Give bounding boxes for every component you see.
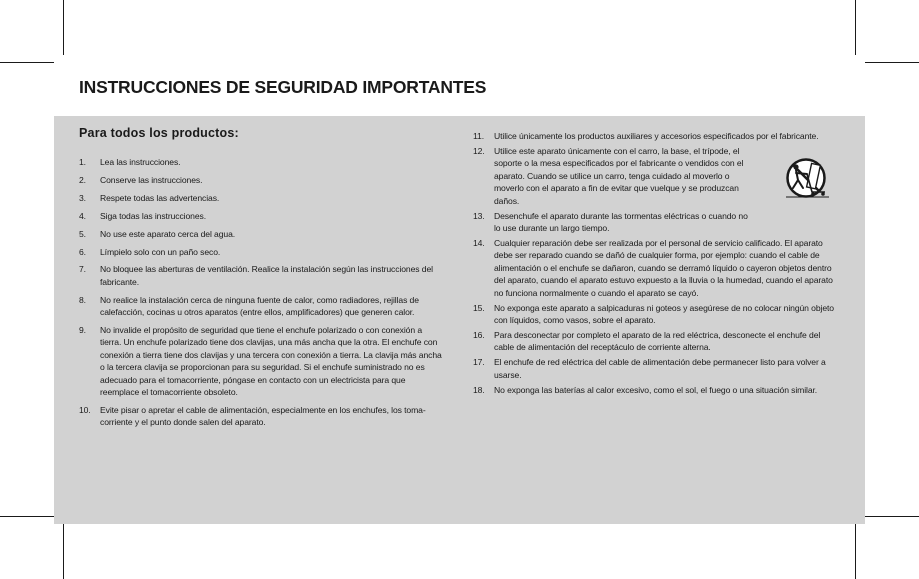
item-number: 8. (79, 294, 86, 305)
list-item (79, 174, 443, 186)
list-item (473, 237, 835, 299)
item-number: 15. (473, 302, 485, 313)
item-text: Límpielo solo con un paño seco. (100, 246, 221, 257)
item-text: Conserve las instrucciones. (100, 174, 203, 185)
item-number: 3. (79, 192, 86, 203)
crop-mark (0, 516, 54, 517)
crop-mark (63, 524, 64, 579)
item-number: 4. (79, 210, 86, 221)
item-number: 1. (79, 157, 86, 167)
list-item (473, 356, 835, 381)
item-number: 17. (473, 357, 485, 368)
instruction-list-left (79, 156, 443, 434)
list-item (79, 246, 443, 258)
item-text: Cualquier reparación debe ser realizada por el personal de servicio calificado. El aparato debe ser reparado cuando se dañó de cualquier forma, por ejemplo: cuando el cable de alimentación o el enchufe se dañaron, cuando se derramó líquido o cayeron objetos dentro del aparato, cuando el aparato estuvo expuesto a la lluvia o la humedad, cuando el aparato no funciona normalmente o cuando el aparato se cayó. (494, 238, 833, 298)
list-item (473, 384, 835, 396)
list-item (79, 192, 443, 204)
item-text: Lea las instrucciones. (100, 157, 181, 167)
item-number: 6. (79, 246, 86, 257)
item-text: No bloquee las aberturas de ventilación. Realice la instalación según las instrucciones del fabricante. (100, 264, 433, 287)
item-number: 9. (79, 325, 86, 336)
page-title: INSTRUCCIONES DE SEGURIDAD IMPORTANTES (79, 77, 487, 97)
item-number: 14. (473, 238, 485, 249)
item-text: Siga todas las instrucciones. (100, 210, 207, 221)
item-text: Para desconectar por completo el aparato de la red eléctrica, desconecte el enchufe del cable de alimentación del receptáculo de corriente alterna. (494, 330, 821, 353)
list-item (79, 210, 443, 222)
list-item (79, 294, 443, 319)
item-number: 18. (473, 384, 485, 395)
no-cart-tipping-icon (781, 152, 831, 214)
list-item (473, 329, 835, 354)
subheading: Para todos los productos: (79, 126, 239, 140)
item-text: Utilice este aparato únicamente con el carro, la base, el trípode, el soporte o la mesa especificados por el fabricante o vendidos con el aparato. Cuando se utilice un carro, tenga cuidado al moverlo o moverlo con el aparato a fin de evitar que vuelque y se produzcan daños. (494, 146, 744, 206)
item-number: 5. (79, 228, 86, 239)
list-item (79, 324, 443, 398)
item-text: No invalide el propósito de seguridad que tiene el enchufe polarizado o con conexión a tierra. Un enchufe polarizado tiene dos clavijas, una más ancha que la otra. El enchufe con conexión a tierra tiene dos clavijas y una tercera con conexión a tierra. La clavija más ancha o la tercera clavija se proporcionan para su seguridad. Si el enchufe suministrado no es adecuado para el tomacorriente, póngase en contacto con un electricista para que reemplace el tomacorriente obsoleto. (100, 325, 442, 398)
list-item (473, 302, 835, 327)
crop-mark (855, 0, 856, 55)
crop-mark (63, 0, 64, 55)
item-number: 12. (473, 146, 485, 156)
item-number: 10. (79, 405, 91, 415)
crop-mark (855, 524, 856, 579)
item-text: No realice la instalación cerca de ninguna fuente de calor, como radiadores, rejillas de calefacción, cocinas u otros aparatos (entre ellos, amplificadores) que generen calor. (100, 294, 419, 318)
crop-mark (865, 516, 919, 517)
item-number: 16. (473, 330, 485, 341)
item-text: Utilice únicamente los productos auxiliares y accesorios especificados por el fabricante. (494, 131, 819, 141)
list-item (79, 228, 443, 240)
item-number: 11. (473, 131, 485, 141)
item-number: 7. (79, 264, 86, 275)
list-item (79, 263, 443, 288)
item-text: Respete todas las advertencias. (100, 192, 220, 203)
item-text: No exponga las baterías al calor excesivo, como el sol, el fuego o una situación similar. (494, 384, 818, 395)
crop-mark (0, 62, 54, 63)
list-item (473, 130, 835, 142)
item-text: El enchufe de red eléctrica del cable de alimentación debe permanecer listo para volver a usarse. (494, 357, 826, 380)
item-text: Evite pisar o apretar el cable de alimentación, especialmente en los enchufes, los toma-corriente y el punto donde salen del aparato. (100, 405, 426, 428)
list-item (79, 404, 443, 429)
instructions-panel (54, 116, 865, 524)
item-text: Desenchufe el aparato durante las tormentas eléctricas o cuando no lo use durante un largo tiempo. (494, 210, 748, 234)
item-text: No exponga este aparato a salpicaduras ni goteos y asegúrese de no colocar ningún objeto con líquidos, como vasos, sobre el aparato. (494, 302, 834, 326)
item-number: 2. (79, 174, 86, 185)
list-item (79, 156, 443, 168)
item-text: No use este aparato cerca del agua. (100, 228, 236, 239)
item-number: 13. (473, 210, 485, 221)
crop-mark (865, 62, 919, 63)
